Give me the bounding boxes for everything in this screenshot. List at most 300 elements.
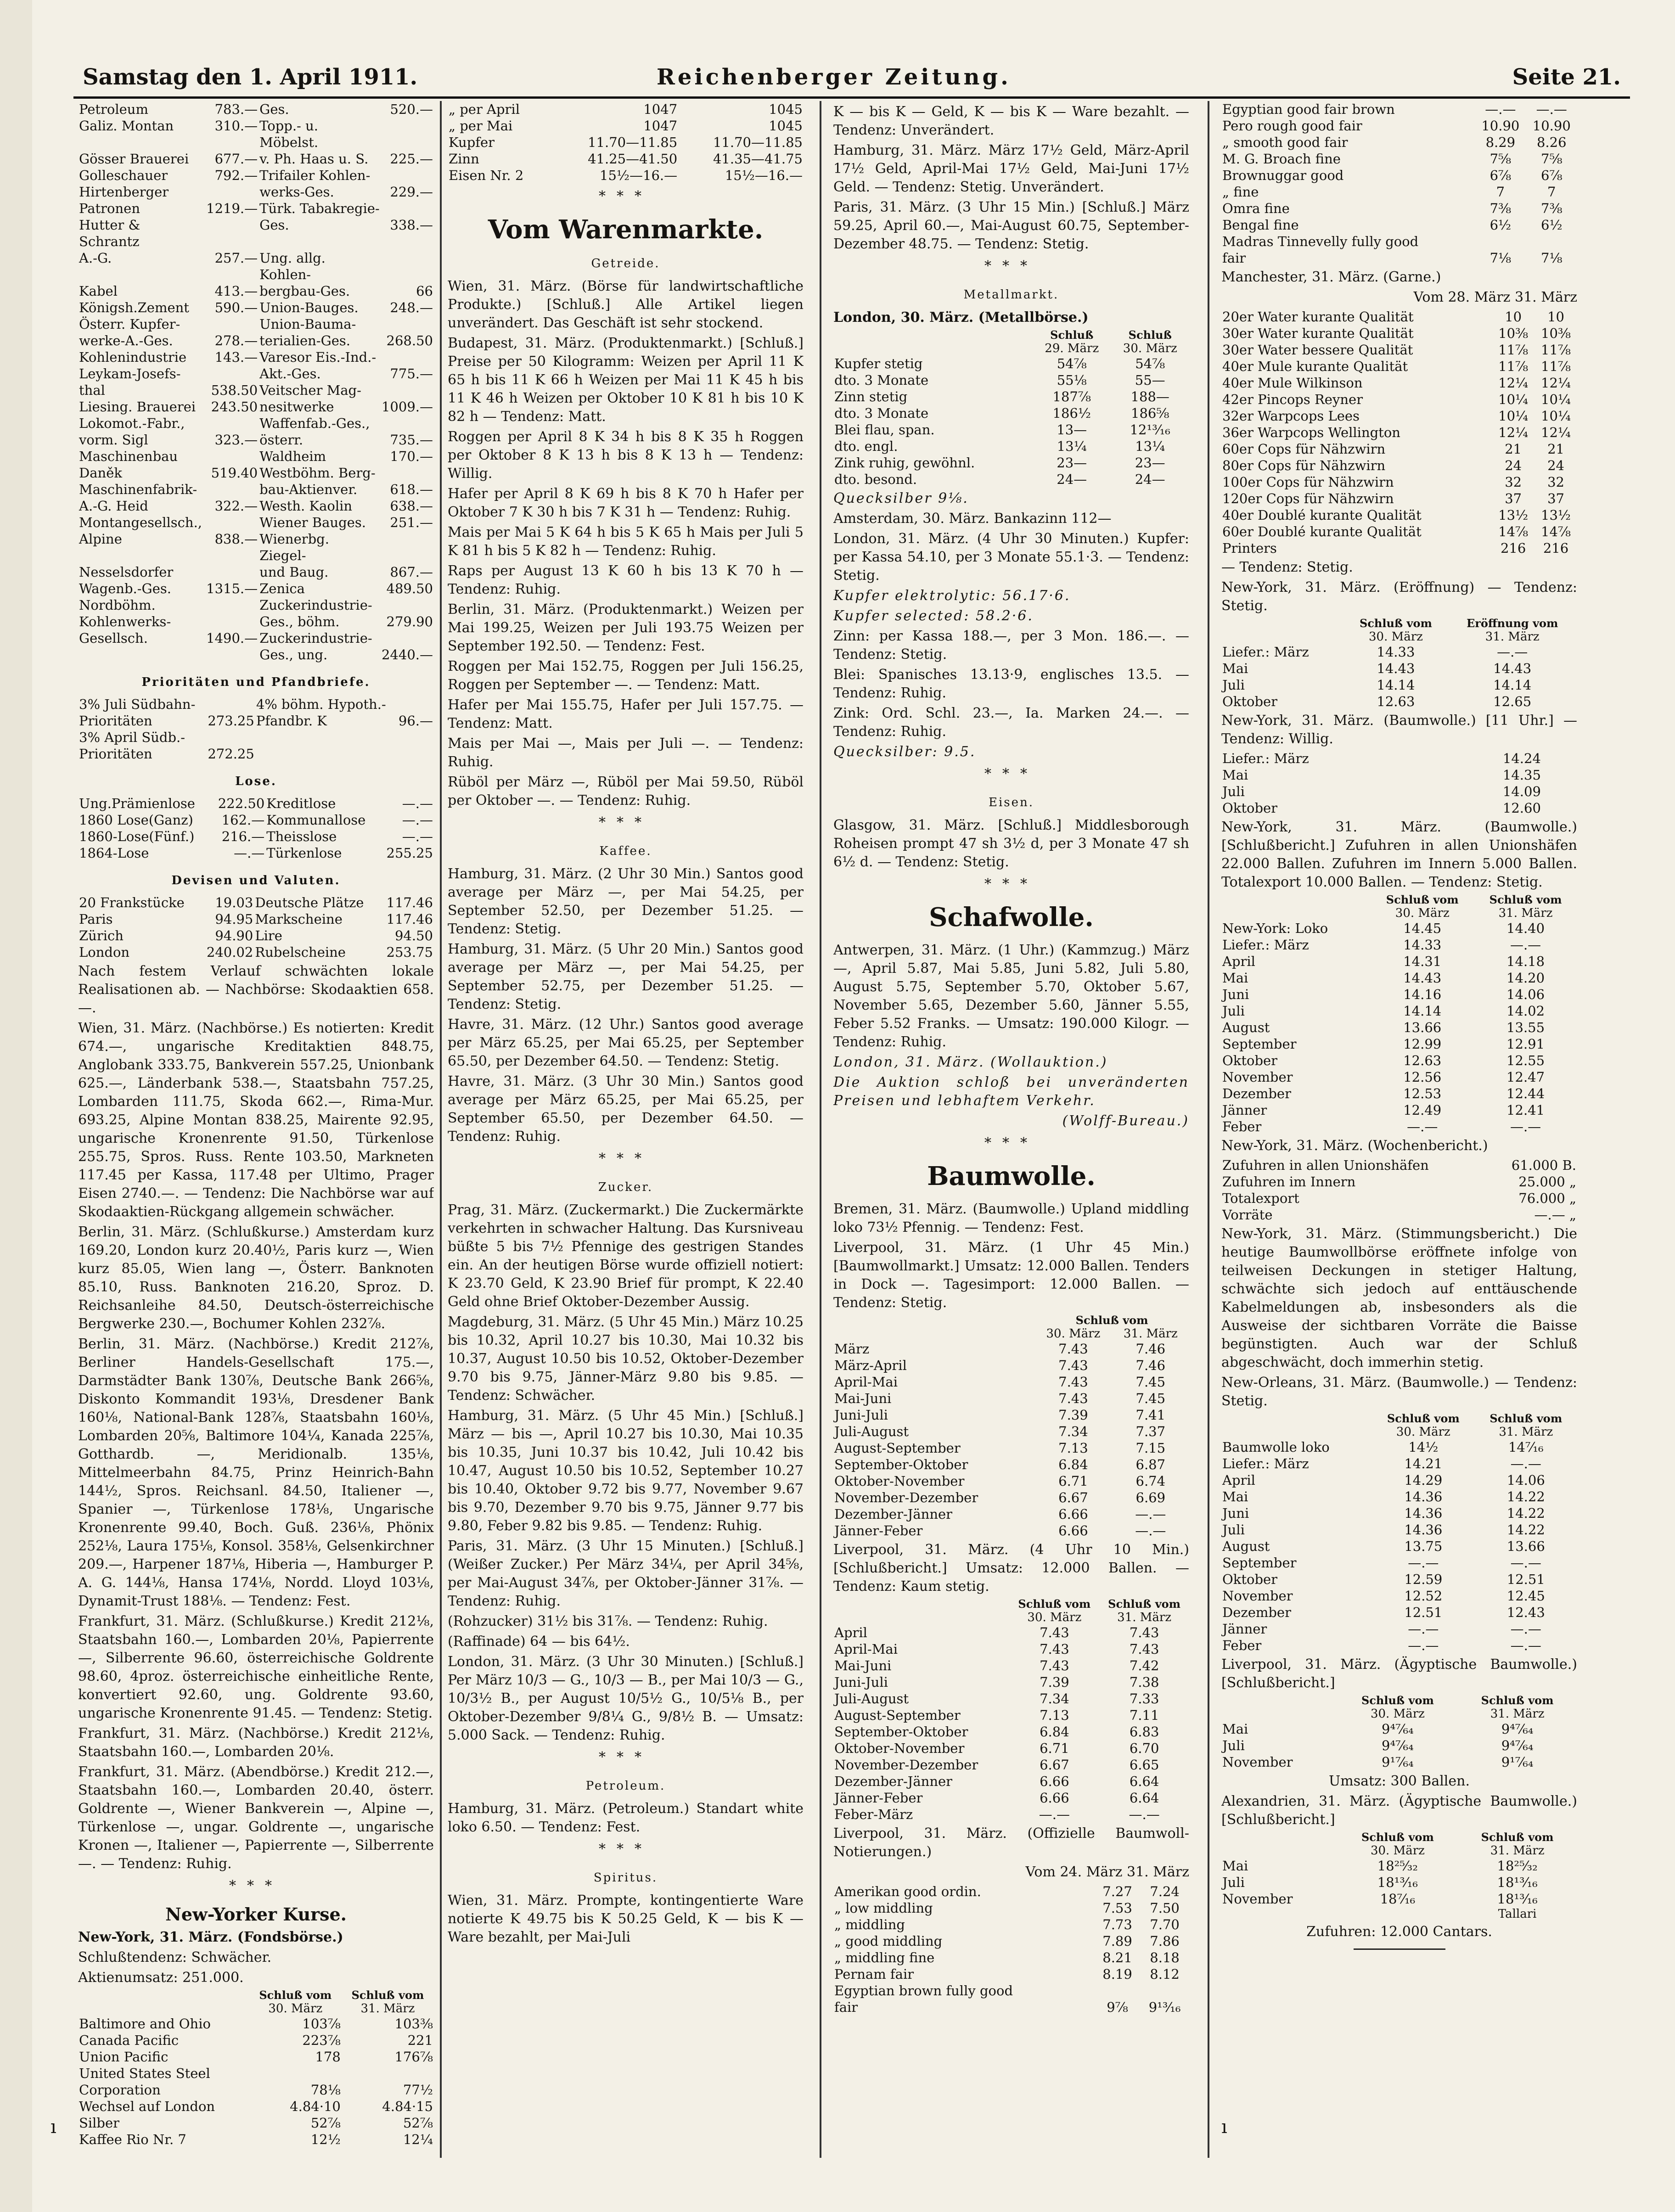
table-row: [78, 200, 434, 217]
table-row: [1221, 184, 1577, 200]
col-head: Schluß: [1050, 328, 1094, 342]
table-cell: 6½: [1541, 217, 1563, 233]
table-row: [1221, 1207, 1577, 1223]
prio-table: [78, 696, 434, 762]
table-cell: Waffenfab.-Ges.,: [259, 415, 370, 431]
table-row: [833, 471, 1189, 488]
table-cell: 10.90: [1532, 118, 1571, 134]
table-cell: 7.11: [1129, 1707, 1159, 1723]
table-cell: November: [1222, 1754, 1293, 1770]
table-cell: 489.50: [386, 581, 433, 596]
table-row: [833, 388, 1189, 405]
table-cell: Galiz. Montan: [79, 118, 174, 134]
paragraph: New-York, 31. März. (Baumwolle.) [11 Uhr.] — Tendenz: Willig.: [1221, 713, 1577, 747]
table-cell: 14.43: [1377, 661, 1415, 676]
table-cell: —.—: [1536, 101, 1567, 117]
table-cell: 117.46: [386, 911, 433, 927]
table-cell: 7.89: [1102, 1933, 1132, 1949]
table-cell: Kohlenwerks-: [79, 614, 171, 629]
table-cell: [381, 250, 434, 283]
table-cell: 36er Warpcops Wellington: [1222, 425, 1400, 440]
table-cell: 14.33: [1377, 644, 1415, 660]
table-cell: 323.—: [214, 432, 258, 448]
table-cell: „ per April: [449, 101, 520, 117]
table-cell: 7.46: [1135, 1358, 1166, 1373]
table-row: [1221, 1874, 1577, 1891]
table-cell: 170.—: [390, 449, 433, 464]
paragraph: Magdeburg, 31. März. (5 Uhr 45 Min.) März 10.25 bis 10.32, April 10.27 bis 10.30, Mai 10.32 bis 10.37, August 10.50 bis 10.52, Oktober-Dezember 9.70 bis 9.75, Jänner-März 9.80 bis 9.85. — Tendenz: Schwächer.: [448, 1314, 804, 1404]
table-row: [833, 1949, 1189, 1966]
column-2: [448, 101, 804, 2158]
table-cell: Juli: [1222, 677, 1245, 693]
table-cell: 14.22: [1506, 1505, 1545, 1521]
table-cell: 222.50: [218, 796, 265, 811]
table-row: [1221, 358, 1577, 375]
footer-mark: ı: [51, 2117, 56, 2138]
table-cell: 25.000 „: [1518, 1174, 1576, 1190]
table-cell: 775.—: [390, 366, 433, 382]
paragraph: Wien, 31. März. Prompte, kontingentierte Ware notierte K 49.75 bis K 50.25 Geld, K — bis K — Ware bezahlt, per Mai-Juli: [448, 1892, 804, 1945]
table-cell: 248.—: [390, 300, 433, 315]
table-cell: bau-Aktienver.: [259, 482, 358, 497]
table-cell: 13½: [1541, 507, 1571, 523]
liverpool-table-1: [833, 1314, 1189, 1539]
table-cell: [1140, 1982, 1189, 1999]
col-head: Schluß vom: [1490, 1412, 1563, 1425]
table-cell: 162.—: [221, 812, 265, 828]
table-row: [78, 927, 434, 944]
paragraph: Hafer per April 8 K 69 h bis 8 K 70 h Hafer per Oktober 7 K 30 h bis 7 K 31 h — Tendenz: Ruhig.: [448, 486, 804, 520]
table-cell: 12.55: [1506, 1053, 1545, 1068]
table-row: [78, 2115, 434, 2131]
table-cell: 18¹³⁄₁₆: [1497, 1891, 1538, 1907]
table-row: [78, 729, 434, 746]
paragraph: Raps per August 13 K 60 h bis 13 K 70 h — Tendenz: Ruhig.: [448, 563, 804, 597]
table-cell: 186½: [1052, 405, 1091, 421]
table-cell: 7.34: [1058, 1424, 1088, 1439]
table-cell: 11⅞: [1498, 342, 1529, 358]
table-cell: 94.50: [394, 928, 433, 943]
paragraph: Wien, 31. März. (Börse für landwirtschaftliche Produkte.) [Schluß.] Alle Artikel liegen unverändert. Das Geschäft ist sehr stockend.: [448, 278, 804, 331]
table-row: [833, 1982, 1189, 1999]
source-credit: (Wolff-Bureau.): [1062, 1113, 1189, 1129]
table-row: [448, 134, 804, 151]
sub-heading: Kaffee.: [599, 844, 652, 858]
table-cell: —.—: [234, 845, 265, 861]
table-row: [78, 382, 434, 399]
ny-volume: Aktienumsatz: 251.000.: [78, 1970, 244, 1986]
table-row: [833, 1790, 1189, 1806]
col-head: Schluß vom: [1075, 1314, 1148, 1327]
table-cell: 13.66: [1506, 1538, 1545, 1554]
table-cell: 6⅞: [1490, 168, 1512, 183]
col-date: 30. März: [1368, 630, 1423, 644]
table-cell: 12.41: [1506, 1102, 1545, 1118]
paragraph: Hamburg, 31. März. (Petroleum.) Standart white loko 6.50. — Tendenz: Fest.: [448, 1801, 804, 1835]
table-cell: [205, 316, 259, 332]
table-cell: österr.: [259, 432, 304, 448]
table-cell: 278.—: [214, 333, 258, 348]
page-header: [69, 64, 1630, 106]
table-row: [1221, 250, 1577, 266]
table-row: [78, 580, 434, 597]
table-cell: 32: [1547, 474, 1564, 490]
table-row: [1221, 1439, 1577, 1455]
table-row: [1221, 118, 1577, 134]
table-cell: 14⅞: [1541, 524, 1571, 539]
table-cell: Zufuhren im Innern: [1222, 1174, 1356, 1190]
table-cell: Oktober: [1222, 1053, 1278, 1068]
paragraph: Nach festem Verlauf schwächten lokale Realisationen ab. — Nachbörse: Skodaaktien 658.—.: [78, 963, 434, 1016]
table-cell: Jänner-Feber: [834, 1790, 923, 1806]
paragraph: Kupfer selected: 58.2·6.: [833, 608, 1034, 624]
table-cell: 14.40: [1506, 921, 1545, 936]
table-row: [78, 845, 434, 861]
table-cell: 1864-Lose: [79, 845, 149, 861]
table-cell: August-September: [834, 1440, 961, 1456]
table-row: [78, 812, 434, 828]
table-cell: 24: [1547, 458, 1564, 473]
table-row: [78, 432, 434, 448]
table-row: [1221, 474, 1577, 490]
paragraph: Havre, 31. März. (3 Uhr 30 Min.) Santos good average per März 65.25, per Mai 65.25, per September 65.50, per Dezember 64.50. — Tendenz: Ruhig.: [448, 1073, 804, 1145]
new-orleans-table: [1221, 1412, 1577, 1654]
paragraph: New-York, 31. März. (Stimmungsbericht.) Die heutige Baumwollbörse eröffnete infolge von teilweisen Deckungen in stetiger Haltung, schwächte sich jedoch auf enttäuschende Kabelmeldungen ab, insbesonders als die Ausweise der sichtbaren Vorräte die Baisse begünstigten. Auch war der Schluß abgeschwächt, doch immerhin stetig.: [1221, 1226, 1577, 1370]
table-cell: 10: [1547, 309, 1564, 325]
table-cell: September-Oktober: [834, 1724, 968, 1740]
table-cell: 6.67: [1040, 1757, 1069, 1773]
liverpool-table-2: [833, 1598, 1189, 1823]
table-cell: [205, 514, 259, 531]
table-cell: 7.27: [1102, 1884, 1132, 1899]
column-3: [833, 101, 1189, 2158]
table-cell: 735.—: [390, 432, 433, 448]
table-cell: Juni: [1222, 987, 1249, 1002]
table-cell: 1047: [643, 101, 678, 117]
table-cell: [255, 729, 395, 746]
table-row: [1221, 134, 1577, 151]
table-row: [1221, 1604, 1577, 1621]
table-cell: September: [1222, 1555, 1297, 1571]
col-date: 31. März: [1490, 1707, 1545, 1721]
table-row: [1221, 1118, 1577, 1135]
col-date: 31. März: [1490, 1844, 1545, 1858]
table-row: [833, 1933, 1189, 1949]
table-cell: Montangesellsch.,: [79, 515, 202, 530]
table-row: [1221, 490, 1577, 507]
table-cell: Waldheim: [259, 449, 326, 464]
table-cell: Feber: [1222, 1638, 1262, 1653]
table-cell: 188—: [1130, 389, 1169, 404]
table-cell: 11⅞: [1541, 359, 1571, 374]
table-row: [1221, 540, 1577, 556]
paragraph: Antwerpen, 31. März. (1 Uhr.) (Kammzug.) März —, April 5.87, Mai 5.85, Juni 5.82, Juli 5.80, August 5.75, September 5.70, Oktober 5.67, November 5.65, Dezember 5.60, Jänner 5.55, Feber 5.52 Franks. — Umsatz: 190.000 Kilogr. — Tendenz: Ruhig.: [833, 942, 1189, 1050]
table-cell: nesitwerke: [259, 399, 334, 415]
table-cell: 783.—: [214, 101, 258, 117]
table-cell: 7: [1496, 184, 1505, 200]
col-date: 30. März: [1370, 1844, 1425, 1858]
table-cell: 7.41: [1135, 1407, 1166, 1423]
table-row: [78, 613, 434, 630]
table-cell: 7.38: [1129, 1674, 1159, 1690]
table-cell: 14.24: [1502, 751, 1541, 766]
table-cell: 7.70: [1150, 1917, 1180, 1932]
table-row: [1221, 920, 1577, 937]
table-row: [833, 1773, 1189, 1790]
table-cell: United States Steel: [79, 2066, 210, 2081]
table-row: [1221, 457, 1577, 474]
table-row: [1221, 1455, 1577, 1472]
table-cell: 1047: [643, 118, 678, 134]
col-head: Schluß vom: [1361, 1830, 1434, 1844]
table-cell: 14.20: [1506, 970, 1545, 986]
table-row: [833, 1506, 1189, 1522]
table-cell: 8.12: [1150, 1966, 1180, 1982]
paragraph: Hafer per Mai 155.75, Hafer per Juli 157.75. — Tendenz: Matt.: [448, 697, 804, 731]
table-row: [1221, 693, 1577, 710]
table-cell: 10¼: [1541, 392, 1571, 407]
table-cell: Feber: [1222, 1119, 1262, 1134]
table-cell: 14.33: [1403, 937, 1442, 953]
table-cell: 7.43: [1040, 1641, 1069, 1657]
table-cell: Theisslose: [266, 829, 337, 844]
table-row: [448, 167, 804, 184]
table-cell: 7.43: [1040, 1658, 1069, 1673]
table-cell: —.—: [1485, 101, 1516, 117]
table-cell: 41.25—41.50: [588, 151, 678, 167]
table-row: [833, 372, 1189, 388]
table-row: [833, 1641, 1189, 1657]
table-row: [1221, 391, 1577, 408]
table-cell: —.—: [1510, 937, 1541, 953]
table-row: [1221, 1754, 1577, 1770]
table-cell: 3% April Südb.-: [79, 730, 185, 745]
table-cell: Dezember-Jänner: [834, 1774, 953, 1789]
table-cell: Corporation: [79, 2082, 161, 2098]
table-row: [1221, 767, 1577, 783]
paragraph: Bremen, 31. März. (Baumwolle.) Upland middling loko 73½ Pfennig. — Tendenz: Fest.: [833, 1201, 1189, 1235]
table-cell: November-Dezember: [834, 1757, 978, 1773]
table-cell: 255.25: [386, 845, 433, 861]
col-head: Eröffnung vom: [1466, 617, 1558, 630]
table-cell: November: [1222, 1069, 1293, 1085]
liverpool-egypt-table: [1221, 1694, 1577, 1770]
table-row: [1221, 1621, 1577, 1637]
table-cell: 14.02: [1506, 1003, 1545, 1019]
table-row: [1221, 200, 1577, 217]
table-cell: —.—: [1408, 1621, 1439, 1637]
table-cell: 12¼: [403, 2132, 433, 2147]
table-cell: 12.43: [1506, 1605, 1545, 1620]
table-row: [1221, 1555, 1577, 1571]
table-cell: 61.000 B.: [1511, 1157, 1576, 1173]
table-row: [1221, 1891, 1577, 1907]
table-row: [448, 151, 804, 167]
paragraph: Budapest, 31. März. (Produktenmarkt.) [Schluß.] Preise per 50 Kilogramm: Weizen per April 11 K 65 h bis 11 K 66 h Weizen per Mai 11 K 45 h bis 11 K 46 h Weizen per Oktober 10 K 81 h bis 10 K 82 h — Tendenz: Matt.: [448, 335, 804, 425]
table-row: [78, 465, 434, 481]
paragraph: Havre, 31. März. (12 Uhr.) Santos good average per März 65.25, per Mai 65.25, per September 65.50, per Dezember 64.50. — Tendenz: Stetig.: [448, 1016, 804, 1069]
table-cell: 12.49: [1403, 1102, 1442, 1118]
table-cell: 103⅞: [302, 2016, 341, 2032]
table-row: [833, 1456, 1189, 1473]
table-cell: 1315.—: [206, 581, 258, 596]
table-cell: 10: [1505, 309, 1522, 325]
table-cell: 2440.—: [381, 647, 433, 662]
table-cell: Amerikan good ordin.: [834, 1884, 981, 1899]
table-head: Vom 28. März 31. März: [1413, 289, 1577, 305]
table-cell: dto. 3 Monate: [834, 405, 929, 421]
table-row: [1221, 1069, 1577, 1085]
table-cell: März-April: [834, 1358, 907, 1373]
table-cell: Ung. allg. Kohlen-: [259, 250, 326, 282]
table-cell: Lokomot.-Fabr.,: [79, 415, 185, 431]
separator-stars: ***: [599, 814, 652, 831]
table-cell: Maschinenfabrik-: [79, 482, 197, 497]
table-cell: Canada Pacific: [79, 2032, 179, 2048]
table-cell: 13½: [1498, 507, 1529, 523]
table-row: [1221, 507, 1577, 523]
table-cell: 9¹⁷⁄₆₄: [1501, 1754, 1534, 1770]
paragraph: Roggen per Mai 152.75, Roggen per Juli 156.25, Roggen per September —. — Tendenz: Matt.: [448, 658, 804, 693]
table-cell: terialien-Ges.: [259, 333, 351, 348]
table-cell: [381, 465, 434, 481]
table-cell: 338.—: [390, 217, 433, 233]
separator-stars: ***: [599, 1749, 652, 1765]
table-cell: 94.90: [215, 928, 253, 943]
table-cell: Ges., böhm.: [259, 614, 340, 629]
table-cell: Juli: [1222, 784, 1245, 799]
table-cell: Mai: [1222, 970, 1248, 986]
table-cell: [205, 365, 259, 382]
table-cell: Mai: [1222, 661, 1248, 676]
table-row: [833, 1883, 1189, 1900]
table-cell: 6.64: [1129, 1790, 1159, 1806]
table-cell: [1095, 1982, 1140, 1999]
table-cell: [205, 597, 259, 613]
table-row: [1221, 660, 1577, 677]
paragraph: Berlin, 31. März. (Schlußkurse.) Amsterdam kurz 169.20, London kurz 20.40½, Paris kurz —, Wien kurz 85.05, Wien lang —, Österr. Banknoten 85.10, Russ. Banknoten 216.20, Sproz. D. Reichsanleihe 84.50, Deutsch-österreichische Bergwerke 230.—, Bochumer Kohlen 232⅞.: [78, 1224, 434, 1332]
paragraph: Paris, 31. März. (3 Uhr 15 Minuten.) [Schluß.] (Weißer Zucker.) Per März 34¼, per April 34⅝, per Mai-August 34⅞, per Oktober-Jänner 31⅞. — Tendenz: Ruhig.: [448, 1538, 804, 1609]
table-cell: 618.—: [390, 482, 433, 497]
col-head: Schluß vom: [259, 1988, 332, 2002]
table-row: [78, 498, 434, 514]
paragraph: Die Auktion schloß bei unveränderten Preisen und lebhaftem Verkehr.: [833, 1074, 1189, 1109]
table-cell: 12.51: [1506, 1572, 1545, 1587]
table-row: [78, 399, 434, 415]
table-row: [1221, 151, 1577, 167]
table-row: [1221, 441, 1577, 457]
table-cell: November: [1222, 1891, 1293, 1907]
paragraph: Mais per Mai —, Mais per Juli —. — Tendenz: Ruhig.: [448, 735, 804, 770]
table-cell: Ges.: [259, 217, 289, 233]
table-cell: Juli: [1222, 1738, 1245, 1753]
table-row: [78, 415, 434, 432]
egyptian-table: [1221, 101, 1577, 266]
table-cell: 6.66: [1058, 1523, 1088, 1538]
table-cell: Nordböhm.: [79, 597, 156, 613]
table-row: [833, 1473, 1189, 1489]
table-row: [78, 2016, 434, 2032]
paragraph: New-York, 31. März. (Wochenbericht.): [1221, 1138, 1488, 1154]
table-cell: 538.50: [211, 382, 258, 398]
paragraph: New-York, 31. März. (Baumwolle.) [Schlußbericht.] Zufuhren in allen Unionshäfen 22.000 Ballen. Zufuhren im Innern 5.000 Ballen. Totalexport 10.000 Ballen. — Tendenz: Stetig.: [1221, 819, 1577, 890]
table-cell: 7.45: [1135, 1391, 1166, 1406]
table-cell: 8.29: [1485, 135, 1516, 150]
table-cell: Maschinenbau: [79, 449, 178, 464]
table-cell: —.—: [402, 812, 433, 828]
london-subhead: London, 30. März. (Metallbörse.): [833, 309, 1089, 326]
table-cell: 8.21: [1102, 1950, 1132, 1965]
table-cell: Liefer.: März: [1222, 644, 1309, 660]
table-cell: 6.83: [1129, 1724, 1159, 1740]
table-cell: Mai: [1222, 1489, 1248, 1505]
table-cell: 8.18: [1150, 1950, 1180, 1965]
table-row: [1221, 408, 1577, 424]
table-cell: 14.14: [1403, 1003, 1442, 1019]
table-row: [1221, 1588, 1577, 1604]
table-cell: 1219.—: [206, 201, 258, 216]
table-cell: Union-Bauma-: [259, 316, 356, 332]
col-date: 31. März: [1485, 630, 1540, 644]
table-cell: 13.75: [1404, 1538, 1443, 1554]
ny-heading: New-Yorker Kurse.: [165, 1904, 347, 1925]
paragraph: Blei: Spanisches 13.13·9, englisches 13.5. — Tendenz: Ruhig.: [833, 667, 1189, 701]
col-date: 30. März: [1123, 342, 1177, 355]
table-cell: April: [1222, 1472, 1255, 1488]
table-row: [78, 696, 434, 713]
paragraph: Kupfer elektrolytic: 56.17·6.: [833, 588, 1071, 604]
table-row: [1221, 1190, 1577, 1207]
table-cell: 12¼: [1541, 375, 1571, 391]
table-row: [1221, 1019, 1577, 1036]
table-cell: 7.43: [1058, 1374, 1088, 1390]
table-row: [1221, 325, 1577, 342]
paragraph: Hamburg, 31. März. März 17½ Geld, März-April 17½ Geld, April-Mai 17½ Geld, Mai-Juni 17½ Geld. — Tendenz: Stetig. Unverändert.: [833, 142, 1189, 195]
table-cell: 24—: [1057, 472, 1087, 487]
table-cell: 14.14: [1377, 677, 1415, 693]
sub-heading: Spiritus.: [593, 1871, 658, 1885]
table-cell: [381, 167, 434, 184]
table-cell: 243.50: [211, 399, 258, 415]
table-cell: 14⁷⁄₁₆: [1508, 1439, 1544, 1455]
table-row: [1221, 677, 1577, 693]
table-cell: 6.65: [1129, 1757, 1159, 1773]
col-date: 31. März: [360, 2002, 415, 2016]
table-row: [78, 101, 434, 118]
table-cell: 76.000 „: [1518, 1190, 1576, 1206]
table-cell: 14.29: [1404, 1472, 1443, 1488]
table-row: [1221, 644, 1577, 660]
table-cell: 18⁷⁄₁₆: [1380, 1891, 1416, 1907]
col-head: Schluß vom: [1359, 617, 1432, 630]
table-cell: 10.90: [1481, 118, 1520, 134]
table-cell: 10⅜: [1498, 326, 1529, 341]
table-cell: 7.46: [1135, 1341, 1166, 1357]
header-page-number: Seite 21.: [1512, 64, 1621, 90]
table-cell: 6.71: [1058, 1473, 1088, 1489]
table-cell: 176⅞: [394, 2049, 433, 2065]
table-cell: 279.90: [386, 614, 433, 629]
table-cell: 8.26: [1536, 135, 1567, 150]
table-row: [1221, 1085, 1577, 1102]
table-cell: 12.65: [1493, 694, 1532, 709]
table-cell: 225.—: [390, 151, 433, 167]
table-row: [1221, 800, 1577, 816]
table-cell: Bengal fine: [1222, 217, 1299, 233]
table-cell: 12.91: [1506, 1036, 1545, 1052]
col-head: Schluß: [1128, 328, 1172, 342]
table-row: [78, 365, 434, 382]
